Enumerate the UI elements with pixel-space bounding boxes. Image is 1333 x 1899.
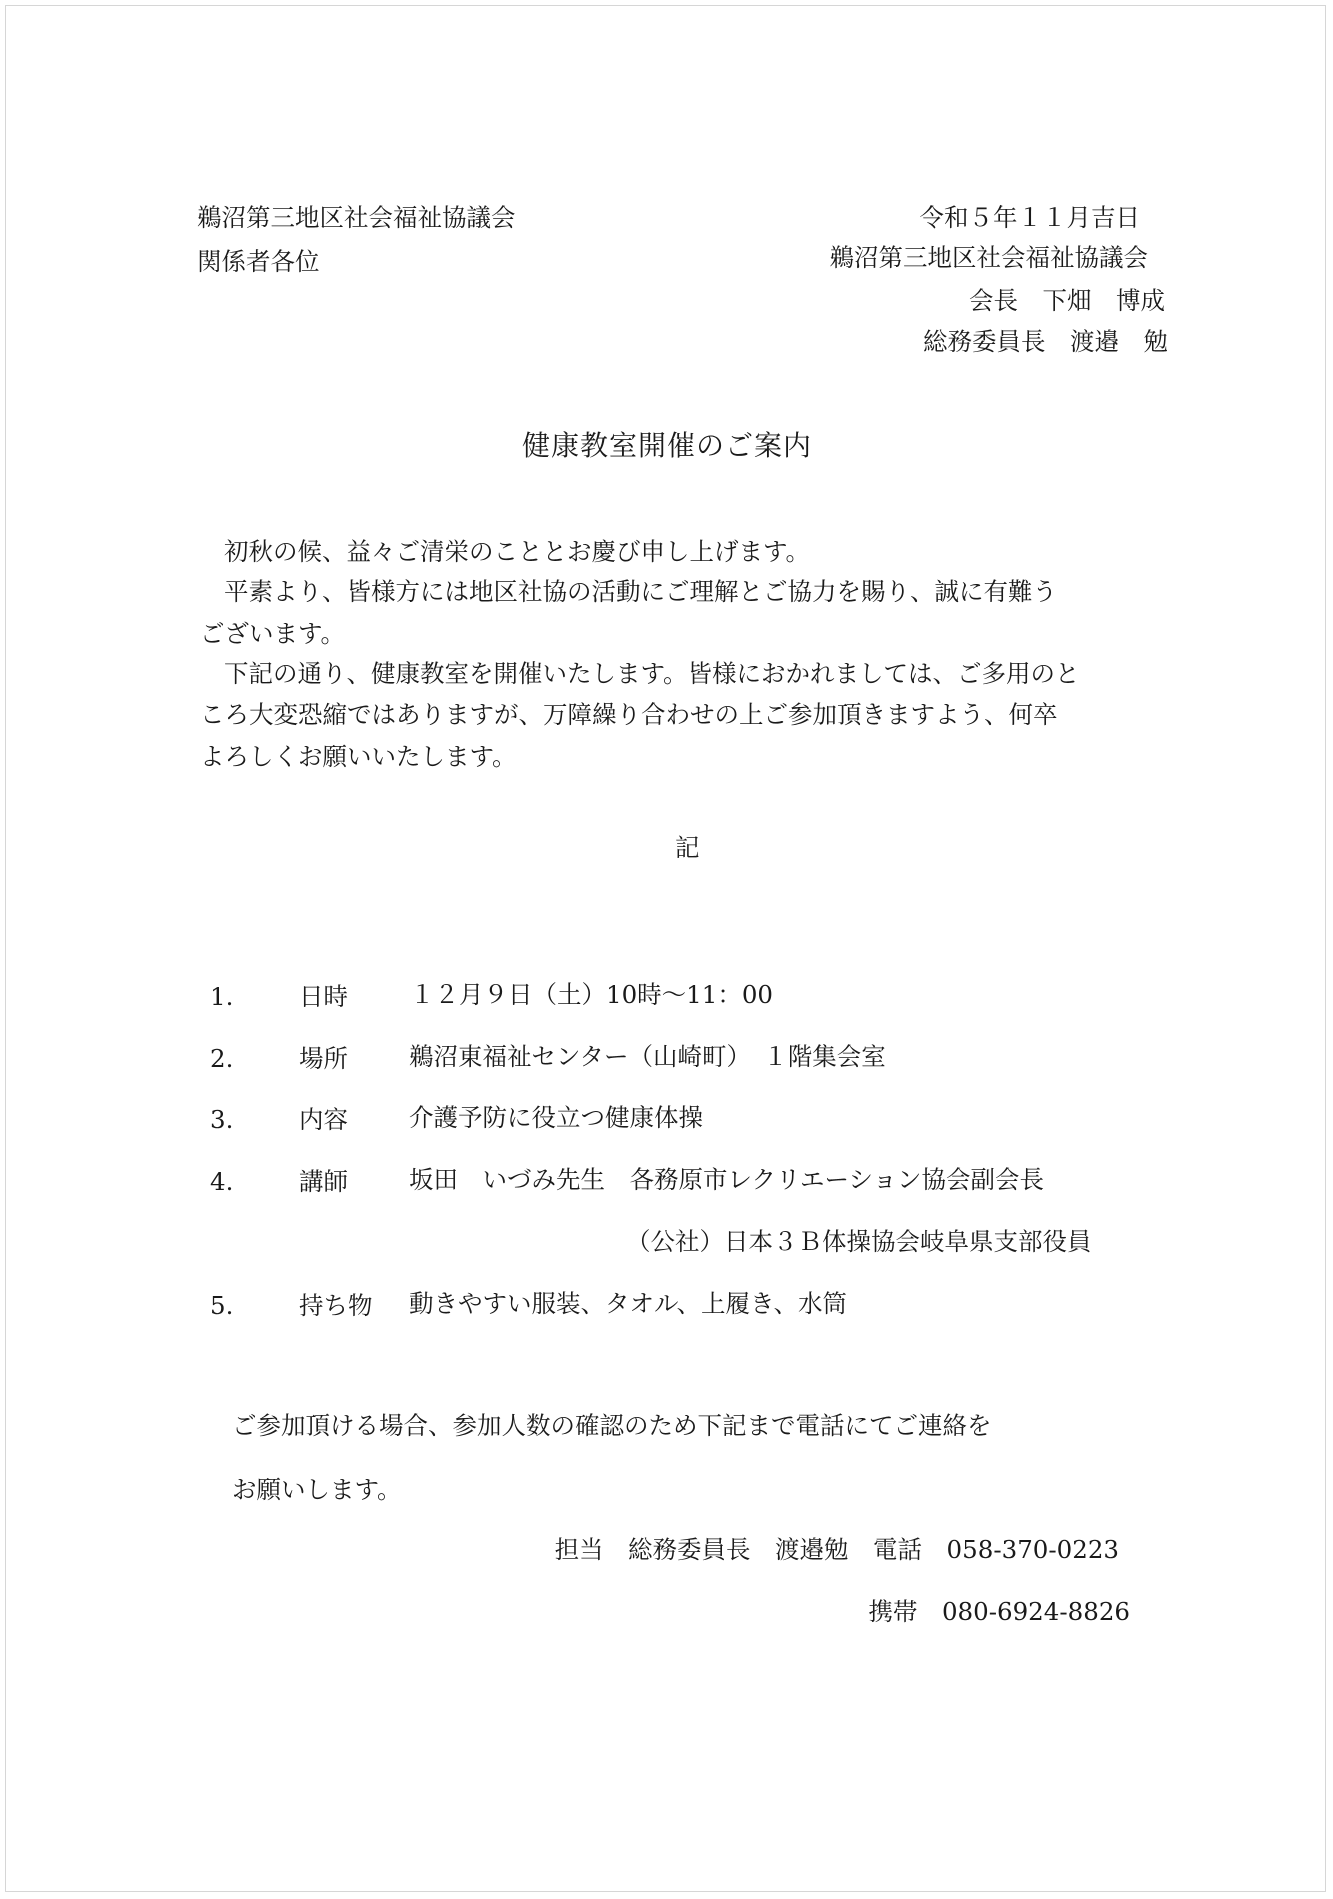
recipient-org: 鵜沼第三地区社会福祉協議会 <box>197 203 516 232</box>
item-value: 介護予防に役立つ健康体操 <box>409 1103 703 1132</box>
sender-committee: 総務委員長 渡邉 勉 <box>923 327 1168 356</box>
item-number: 4. <box>210 1167 234 1196</box>
item-label: 内容 <box>299 1105 348 1134</box>
item-label: 日時 <box>299 982 348 1011</box>
body-para3-line2: ころ大変恐縮ではありますが、万障繰り合わせの上ご参加頂きますよう、何卒 <box>200 700 1058 729</box>
contact-mobile: 携帯 080-6924-8826 <box>868 1597 1130 1626</box>
item-value: 鵜沼東福祉センター（山崎町） １階集会室 <box>409 1042 886 1071</box>
body-para2-line1: 平素より、皆様方には地区社協の活動にご理解とご協力を賜り、誠に有難う <box>224 577 1057 606</box>
ki-mark: 記 <box>675 833 700 862</box>
item-number: 1. <box>210 982 234 1011</box>
item-value: １２月９日（土）10時～11：00 <box>410 980 774 1009</box>
issue-date: 令和５年１１月吉日 <box>919 203 1140 232</box>
sender-org: 鵜沼第三地区社会福祉協議会 <box>829 243 1148 272</box>
closing-line1: ご参加頂ける場合、参加人数の確認のため下記まで電話にてご連絡を <box>232 1411 992 1440</box>
item-value: 動きやすい服装、タオル、上履き、水筒 <box>409 1289 848 1318</box>
greeting: 初秋の候、益々ご清栄のこととお慶び申し上げます。 <box>224 537 811 566</box>
item-value: 坂田 いづみ先生 各務原市レクリエーション協会副会長 <box>409 1165 1045 1194</box>
body-para3-line1: 下記の通り、健康教室を開催いたします。皆様におかれましては、ご多用のと <box>224 659 1080 688</box>
item-number: 5. <box>210 1291 234 1320</box>
item-value-continued: （公社）日本３Ｂ体操協会岐阜県支部役員 <box>626 1227 1092 1256</box>
recipient: 関係者各位 <box>197 247 320 276</box>
contact-person: 担当 総務委員長 渡邉勉 電話 058-370-0223 <box>554 1535 1119 1564</box>
item-number: 3. <box>210 1105 234 1134</box>
item-number: 2. <box>210 1044 234 1073</box>
document-title: 健康教室開催のご案内 <box>522 429 813 462</box>
closing-line2: お願いします。 <box>232 1475 402 1504</box>
item-label: 持ち物 <box>299 1291 373 1320</box>
item-label: 場所 <box>299 1044 348 1073</box>
body-para2-line2: ございます。 <box>200 619 346 648</box>
item-label: 講師 <box>299 1167 348 1196</box>
sender-chair: 会長 下畑 博成 <box>969 286 1165 315</box>
body-para3-line3: よろしくお願いいたします。 <box>200 742 517 771</box>
